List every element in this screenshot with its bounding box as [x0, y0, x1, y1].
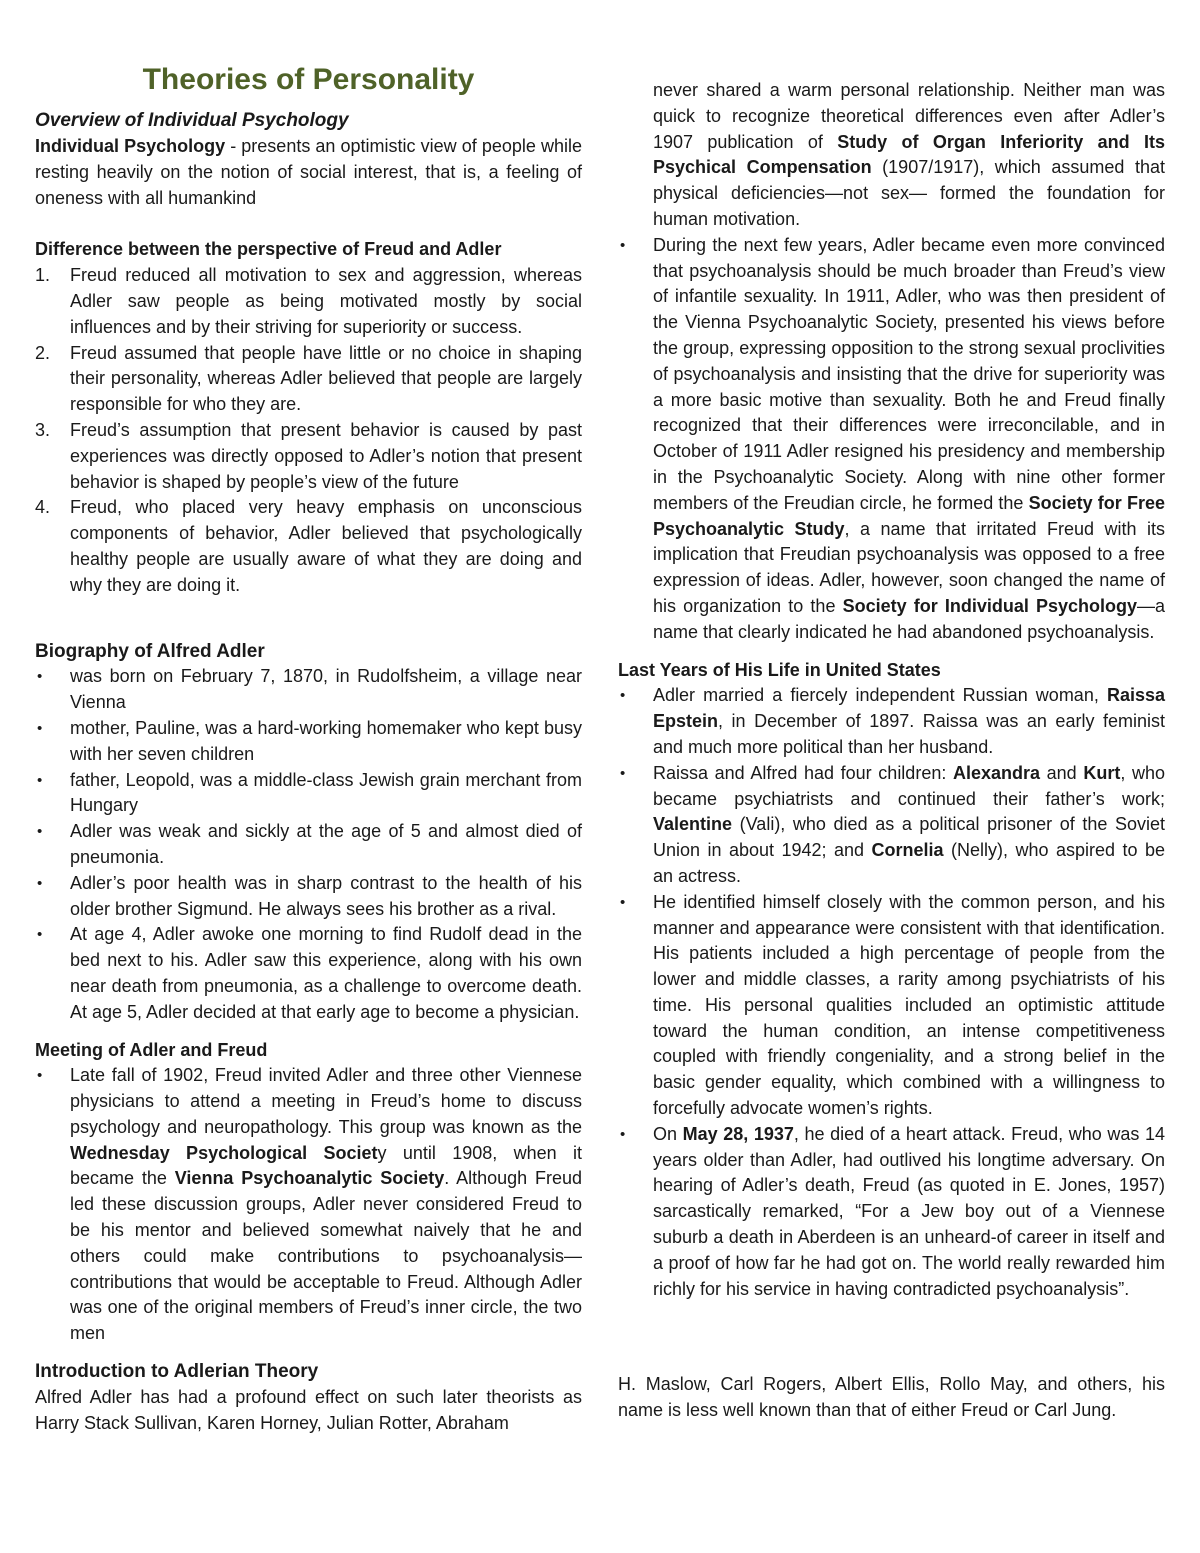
- list-item-text: Freud’s assumption that present behavior is caused by past experiences was directly opposed to Adler’s notion that present behavior is shaped by people’s view of the future: [70, 419, 582, 492]
- left-column: [35, 62, 582, 1436]
- list-number: 2.: [35, 342, 51, 363]
- page-title: Theories of Personality: [142, 63, 475, 96]
- last-years-text: , he died of a heart attack. Freud, who was 14 years older than Adler, had outlived his longtime adversary. On hearing of Adler’s death, Freud (as quoted in E. Jones, 1957) sarcastically remarked, “For a Jew boy out of a Viennese suburb a death in Aberdeen is an unheard-of career in itself and a proof of how far he had got on. The world really rewarded him richly for his service in having contradicted psychoanalysis”.: [653, 1123, 1165, 1299]
- meeting-text-1: Late fall of 1902, Freud invited Adler and three other Viennese physicians to attend a meeting in Freud’s home to discuss psychology and neuropathology. This group was known as the: [70, 1065, 582, 1137]
- list-item-text: Freud assumed that people have little or no choice in shaping their personality, whereas Adler believed that people are largely responsible for who they are.: [70, 342, 582, 415]
- meeting-list-continued: [618, 78, 1165, 646]
- difference-list: [35, 263, 582, 598]
- meeting-item2-text-b: , a name that irritated Freud with its implication that Freudian psychoanalysis was opposed to a free expression of ideas. Adler, however, soon changed the name of his organization to the: [653, 518, 1165, 616]
- list-item-text: mother, Pauline, was a hard-working homemaker who kept busy with her seven children: [70, 717, 582, 764]
- bullet-icon: •: [37, 874, 43, 892]
- list-item: [618, 683, 1165, 760]
- meeting-heading: Meeting of Adler and Freud: [35, 1039, 268, 1060]
- list-item: [618, 1122, 1165, 1303]
- list-number: 4.: [35, 497, 51, 518]
- list-number: 1.: [35, 265, 51, 286]
- last-years-text: (Nelly), who aspired to be an actress.: [653, 840, 1166, 886]
- list-item-text: Adler was weak and sickly at the age of 5 and almost died of pneumonia.: [70, 821, 582, 867]
- last-years-text: (Vali), who died as a political prisoner of the Soviet Union in about 1942; and: [653, 814, 1165, 861]
- meeting-text-3: . Although Freud led these discussion groups, Adler never considered Freud to be his mentor and believed somewhat naively that he and others could make contributions to psychoanalysis—contributions that would be acceptable to Freud. Although Adler was one of the original members of Freud’s inner circle, the two men: [70, 1168, 582, 1344]
- meeting-cont-text-2: (1907/1917), which assumed that physical deficiencies—not sex— formed the foundation for human motivation.: [653, 157, 1165, 229]
- list-item: [35, 1063, 582, 1347]
- last-years-bold: Raissa Epstein: [653, 685, 1165, 732]
- bullet-icon: •: [37, 771, 43, 789]
- meeting-bold-1: Wednesday Psychological Societ: [70, 1142, 378, 1163]
- meeting-cont-bold-1: Study of Organ Inferiority and Its Psychical Compensation: [653, 131, 1165, 178]
- intro-heading: Introduction to Adlerian Theory: [35, 1361, 319, 1383]
- overview-heading: Overview of Individual Psychology: [35, 110, 349, 131]
- overview-term: Individual Psychology: [35, 136, 226, 156]
- list-item: [618, 233, 1165, 646]
- last-years-text: On: [653, 1123, 683, 1144]
- last-years-text: He identified himself closely with the common person, and his manner and appearance were consistent with that identification. His patients included a high percentage of people from the lower and middle classes, a rarity among psychiatrists of his time. His personal qualities included an optimistic attitude toward the human condition, an intense competitiveness coupled with friendly congeniality, and a strong belief in the basic gender equality, which combined with a willingness to forcefully advocate women’s rights.: [653, 891, 1165, 1119]
- bullet-icon: •: [37, 668, 43, 686]
- overview-definition: - presents an optimistic view of people while resting heavily on the notion of social interest, that is, a feeling of oneness with all humankind: [35, 136, 582, 208]
- list-item: [35, 819, 582, 871]
- list-item: [35, 922, 582, 1025]
- last-years-text: and: [1040, 762, 1084, 783]
- meeting-list: [35, 1063, 582, 1347]
- list-item: [35, 341, 582, 418]
- right-column: [618, 78, 1165, 1424]
- list-item: [35, 263, 582, 340]
- list-item: [618, 890, 1165, 1122]
- bullet-icon: •: [620, 764, 626, 782]
- last-years-bold: Kurt: [1083, 762, 1121, 783]
- bullet-icon: •: [620, 893, 626, 911]
- list-item-text: Adler’s poor health was in sharp contrast to the health of his older brother Sigmund. He always sees his brother as a rival.: [70, 872, 582, 919]
- meeting-cont-text-1: never shared a warm personal relationship. Neither man was quick to recognize theoretical differences even after Adler’s 1907 publication of: [653, 80, 1165, 152]
- last-years-text: , who became psychiatrists and continued their father’s work;: [653, 762, 1165, 809]
- meeting-item2-text-a: During the next few years, Adler became even more convinced that psychoanalysis should be much broader than Freud’s view of infantile sexuality. In 1911, Adler, who was then president of the Vienna Psychoanalytic Society, presented his views before the group, expressing opposition to the strong sexual proclivities of psychoanalysis and insisting that the drive for superiority was a more basic motive than sexuality. Both he and Freud finally recognized that their differences were irreconcilable, and in October of 1911 Adler resigned his presidency and membership in the Psychoanalytic Society. Along with nine other former members of the Freudian circle, he formed the: [653, 234, 1165, 513]
- meeting-item2-bold-1: Society for Free Psychoanalytic Study: [653, 492, 1165, 539]
- bullet-icon: •: [37, 1067, 43, 1085]
- list-item-text: Freud, who placed very heavy emphasis on unconscious components of behavior, Adler believed that psychologically healthy people are usually aware of what they are doing and why they are doing it.: [70, 497, 582, 595]
- bullet-icon: •: [37, 823, 43, 841]
- meeting-item2-bold-2: Society for Individual Psychology: [842, 595, 1137, 616]
- meeting-item2-text-c: —a name that clearly indicated he had abandoned psychoanalysis.: [653, 595, 1165, 642]
- biography-list: [35, 664, 582, 1025]
- overview-paragraph: [35, 134, 582, 211]
- last-years-text: Adler married a fiercely independent Russian woman,: [653, 685, 1107, 706]
- difference-heading: Difference between the perspective of Freud and Adler: [35, 239, 502, 260]
- meeting-bold-2: Vienna Psychoanalytic Society: [174, 1168, 445, 1189]
- last-years-heading: Last Years of His Life in United States: [618, 659, 941, 680]
- bullet-icon: •: [620, 236, 626, 254]
- last-years-text: , in December of 1897. Raissa was an early feminist and much more political than her husband.: [653, 711, 1165, 757]
- list-item: [35, 768, 582, 820]
- bullet-icon: •: [620, 1125, 626, 1143]
- last-years-bold: Cornelia: [871, 840, 944, 861]
- bullet-icon: •: [37, 719, 43, 737]
- list-item-continued: [618, 78, 1165, 233]
- list-item: [618, 761, 1165, 890]
- list-item-text: At age 4, Adler awoke one morning to find Rudolf dead in the bed next to his. Adler saw this experience, along with his own near death from pneumonia, as a challenge to overcome death. At age 5, Adler decided at that early age to become a physician.: [70, 924, 582, 1022]
- list-item: [35, 418, 582, 495]
- list-item-text: Freud reduced all motivation to sex and aggression, whereas Adler saw people as being motivated mostly by social influences and by their striving for superiority or success.: [70, 265, 582, 337]
- last-years-bold: Alexandra: [952, 762, 1041, 783]
- biography-heading: Biography of Alfred Adler: [35, 640, 265, 662]
- list-item: [35, 495, 582, 598]
- list-item-text: was born on February 7, 1870, in Rudolfsheim, a village near Vienna: [70, 666, 582, 713]
- last-years-list: [618, 683, 1165, 1302]
- last-years-bold: Valentine: [653, 814, 733, 835]
- list-item: [35, 716, 582, 768]
- list-item: [35, 871, 582, 923]
- last-years-text: Raissa and Alfred had four children:: [653, 762, 953, 783]
- list-number: 3.: [35, 419, 51, 440]
- list-item: [35, 664, 582, 716]
- intro-paragraph-1: Alfred Adler has had a profound effect on such later theorists as Harry Stack Sullivan, Karen Horney, Julian Rotter, Abraham: [35, 1386, 582, 1433]
- bullet-icon: •: [37, 926, 43, 944]
- meeting-text-2: y until 1908, when it became the: [70, 1142, 583, 1189]
- list-item-text: father, Leopold, was a middle-class Jewish grain merchant from Hungary: [70, 769, 582, 816]
- intro-paragraph-2: H. Maslow, Carl Rogers, Albert Ellis, Rollo May, and others, his name is less well known than that of either Freud or Carl Jung.: [618, 1374, 1165, 1421]
- bullet-icon: •: [620, 687, 626, 705]
- last-years-bold: May 28, 1937: [682, 1123, 794, 1144]
